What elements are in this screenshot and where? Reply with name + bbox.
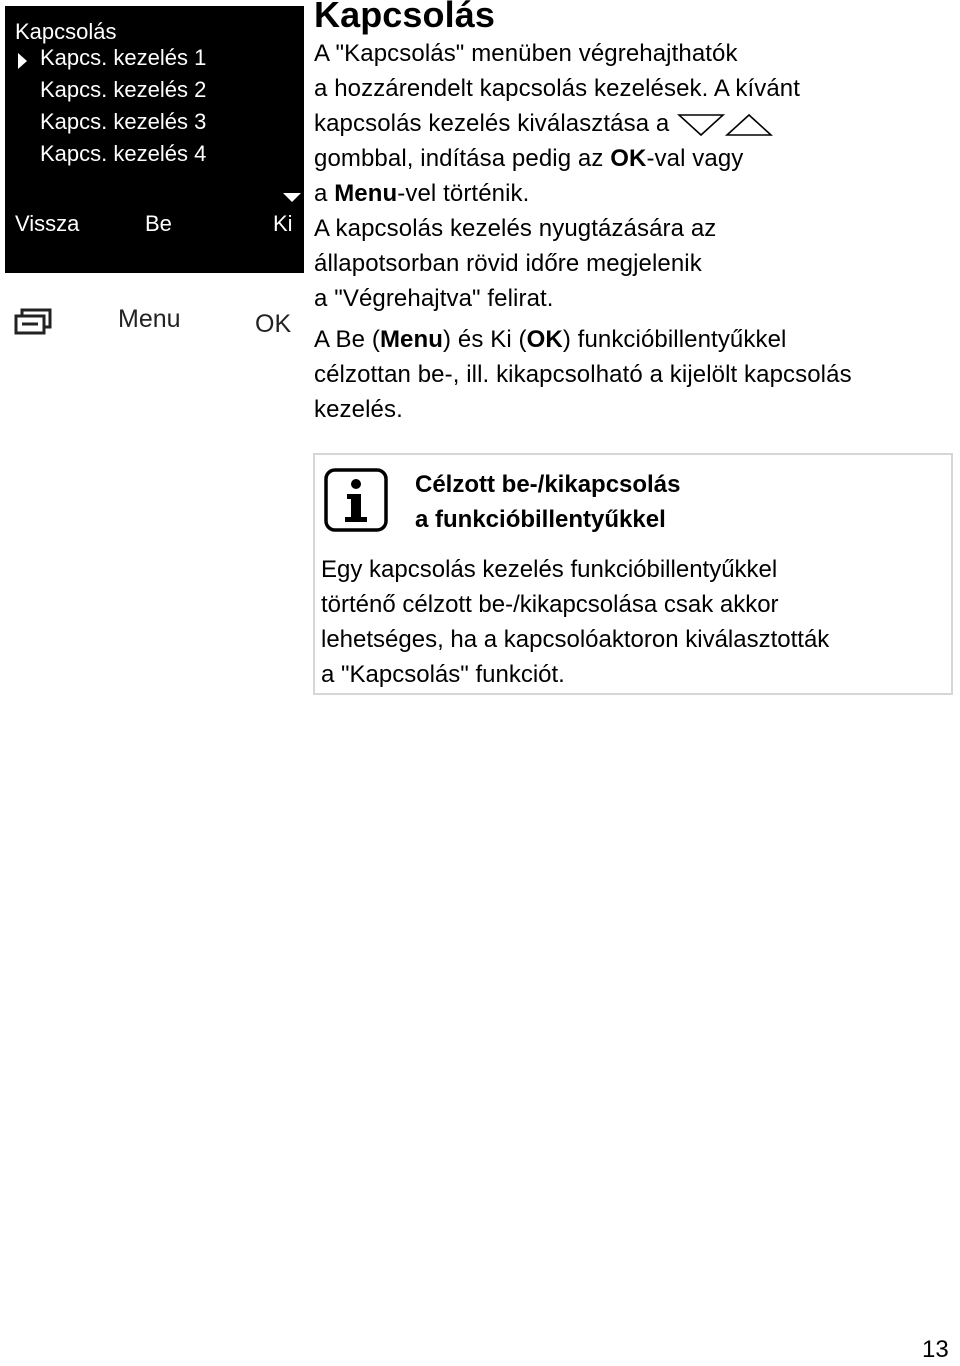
menu-key[interactable]: Menu bbox=[118, 305, 181, 333]
info-title: Célzott be-/kikapcsolás a funkcióbillentyűkkel bbox=[415, 471, 681, 533]
selection-cursor-icon bbox=[18, 53, 27, 69]
down-up-arrow-keys-icon bbox=[677, 112, 773, 138]
section-title: Kapcsolás bbox=[314, 0, 495, 35]
softkey-be[interactable]: Be bbox=[145, 211, 172, 236]
function-key-icon[interactable] bbox=[14, 308, 52, 336]
device-display bbox=[5, 6, 304, 273]
paragraph-intro: A "Kapcsolás" menüben végrehajthatók a hozzárendelt kapcsolás kezelések. A kívánt kapcsolás kezelés kiválasztása a gombbal, indítása pedig az OK-val vagy a Menu-vel történik. bbox=[314, 40, 801, 207]
display-menu-item[interactable]: Kapcs. kezelés 1 bbox=[40, 45, 207, 70]
info-body: Egy kapcsolás kezelés funkcióbillentyűkkel történő célzott be-/kikapcsolása csak akkor lehetséges, ha a kapcsolóaktoron kiválasztották a "Kapcsolás" funkciót. bbox=[321, 556, 830, 688]
paragraph-softkeys: A Be (Menu) és Ki (OK) funkcióbillentyűkkel célzottan be-, ill. kikapcsolható a kijelölt kapcsolás kezelés. bbox=[314, 326, 852, 423]
scroll-down-icon bbox=[283, 193, 301, 202]
info-box bbox=[313, 453, 953, 695]
display-title: Kapcsolás bbox=[15, 19, 117, 44]
ok-key[interactable]: OK bbox=[255, 310, 292, 338]
paragraph-confirmation: A kapcsolás kezelés nyugtázására az állapotsorban rövid időre megjelenik a "Végrehajtva" felirat. bbox=[314, 215, 717, 312]
page-number: 13 bbox=[922, 1336, 949, 1363]
display-menu-item[interactable]: Kapcs. kezelés 3 bbox=[40, 109, 207, 134]
softkey-ki[interactable]: Ki bbox=[273, 211, 293, 236]
info-icon bbox=[323, 467, 389, 533]
display-menu-item[interactable]: Kapcs. kezelés 4 bbox=[40, 141, 207, 166]
main-content bbox=[314, 0, 954, 427]
softkey-vissza[interactable]: Vissza bbox=[15, 211, 80, 236]
display-menu-item[interactable]: Kapcs. kezelés 2 bbox=[40, 77, 207, 102]
